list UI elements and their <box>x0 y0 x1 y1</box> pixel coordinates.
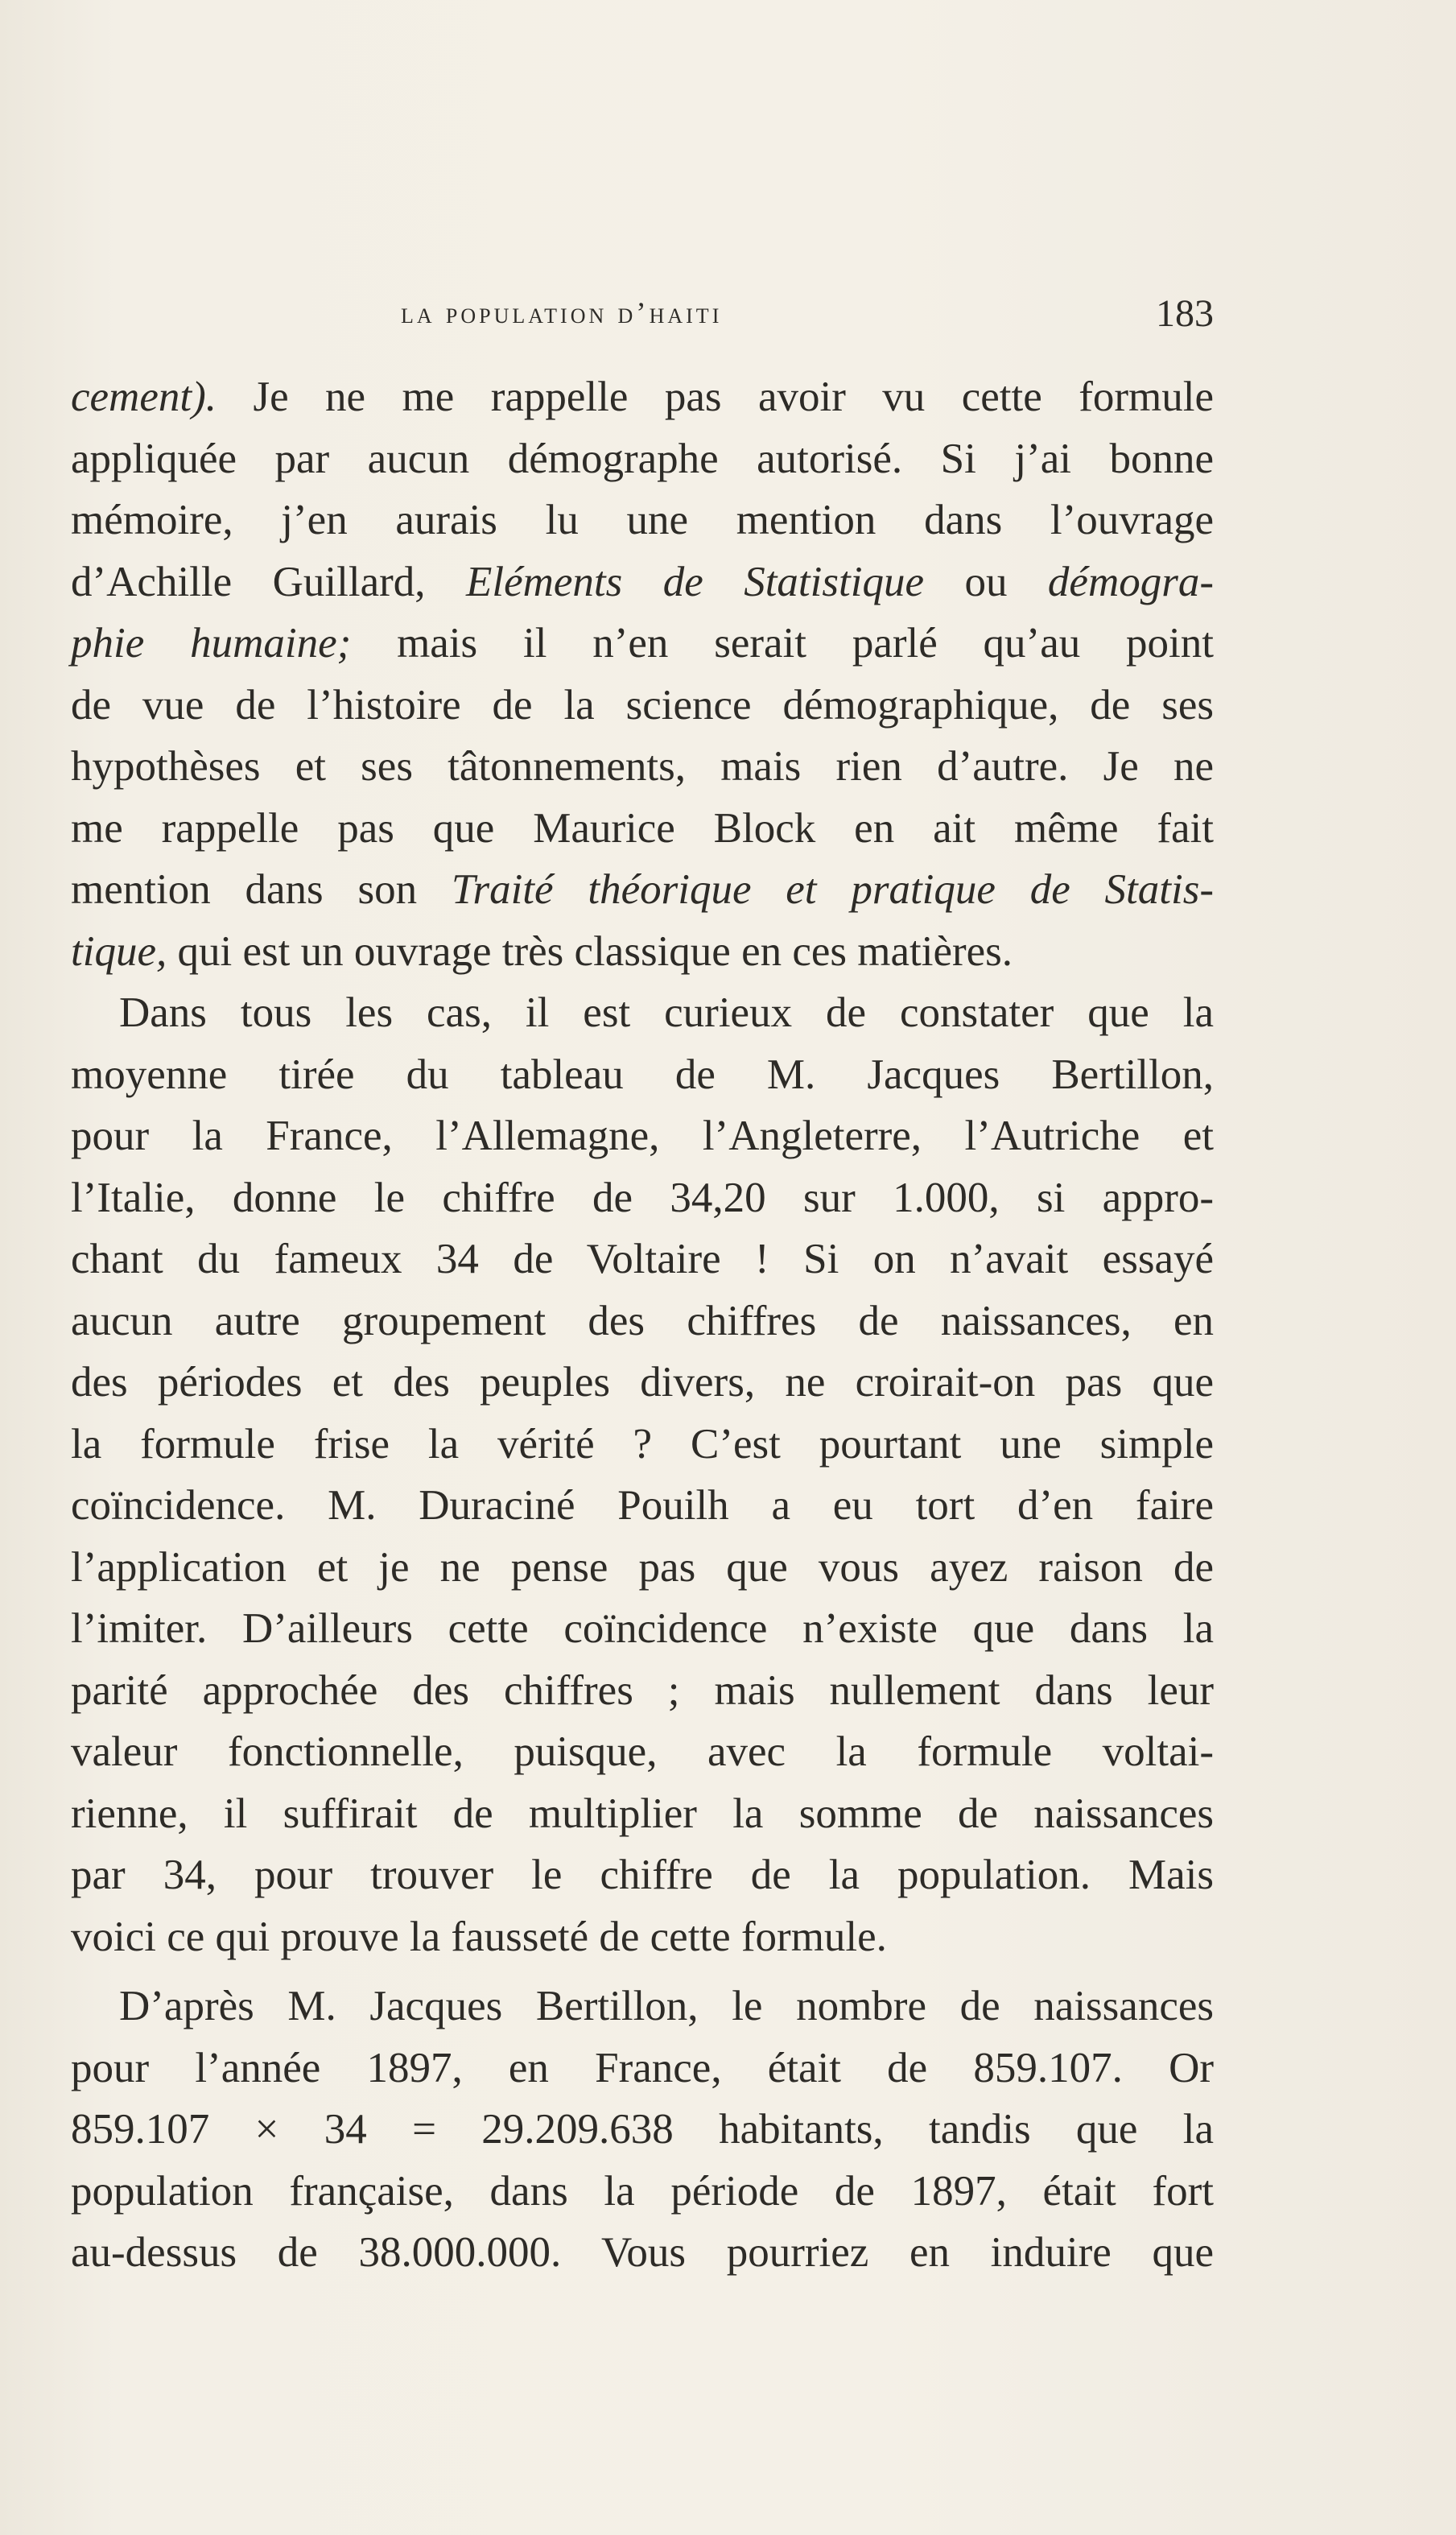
text-line: aucun autre groupement des chiffres de naissances, en <box>71 1297 1214 1344</box>
text-line: l’imiter. D’ailleurs cette coïncidence n’existe que dans la <box>71 1605 1214 1652</box>
text-line: pour la France, l’Allemagne, l’Angleterre, l’Autriche et <box>71 1113 1214 1159</box>
text-line: des périodes et des peuples divers, ne croirait-on pas que <box>71 1359 1214 1406</box>
text-line: 859.107 × 34 = 29.209.638 habitants, tandis que la <box>71 2106 1214 2153</box>
text-line: l’Italie, donne le chiffre de 34,20 sur 1.000, si appro- <box>71 1174 1214 1221</box>
text-line: me rappelle pas que Maurice Block en ait même fait <box>71 804 1214 852</box>
text-line: parité approchée des chiffres ; mais nullement dans leur <box>71 1666 1214 1714</box>
text-line: d’Achille Guillard, Eléments de Statistique ou démogra- <box>71 558 1214 605</box>
text-line: population française, dans la période de 1897, était fort <box>71 2167 1214 2215</box>
text-line: pour l’année 1897, en France, était de 859.107. Or <box>71 2044 1214 2091</box>
text-line: phie humaine; mais il n’en serait parlé qu’au point <box>71 620 1214 667</box>
text-line: voici ce qui prouve la fausseté de cette formule. <box>71 1913 887 1960</box>
page-number: 183 <box>1156 292 1214 335</box>
text-line: cement). Je ne me rappelle pas avoir vu cette formule <box>71 374 1214 420</box>
text-line: appliquée par aucun démographe autorisé. Si j’ai bonne <box>71 435 1214 482</box>
text-line: de vue de l’histoire de la science démographique, de ses <box>71 681 1214 729</box>
body-text <box>71 366 1214 2284</box>
text-line: tique, qui est un ouvrage très classique en ces matières. <box>71 927 1013 975</box>
text-line: l’application et je ne pense pas que vous ayez raison de <box>71 1543 1214 1591</box>
running-title: la population d’haiti <box>401 297 723 330</box>
text-line: hypothèses et ses tâtonnements, mais rien d’autre. Je ne <box>71 743 1214 790</box>
text-line: mention dans son Traité théorique et pratique de Statis- <box>71 866 1214 913</box>
text-line: au-dessus de 38.000.000. Vous pourriez en induire que <box>71 2229 1214 2276</box>
paragraph-start: D’après M. Jacques Bertillon, le nombre de naissances <box>119 1983 1214 2029</box>
text-line: moyenne tirée du tableau de M. Jacques Bertillon, <box>71 1051 1214 1098</box>
page-header <box>71 291 1214 340</box>
text-line: coïncidence. M. Duraciné Pouilh a eu tort d’en faire <box>71 1482 1214 1529</box>
text-line: chant du fameux 34 de Voltaire ! Si on n’avait essayé <box>71 1236 1214 1282</box>
paragraph-start: Dans tous les cas, il est curieux de constater que la <box>119 989 1214 1036</box>
text-line: la formule frise la vérité ? C’est pourtant une simple <box>71 1420 1214 1468</box>
text-line: mémoire, j’en aurais lu une mention dans l’ouvrage <box>71 497 1214 543</box>
text-line: par 34, pour trouver le chiffre de la population. Mais <box>71 1852 1214 1898</box>
text-line: valeur fonctionnelle, puisque, avec la formule voltai- <box>71 1728 1214 1775</box>
text-line: rienne, il suffirait de multiplier la somme de naissances <box>71 1790 1214 1837</box>
